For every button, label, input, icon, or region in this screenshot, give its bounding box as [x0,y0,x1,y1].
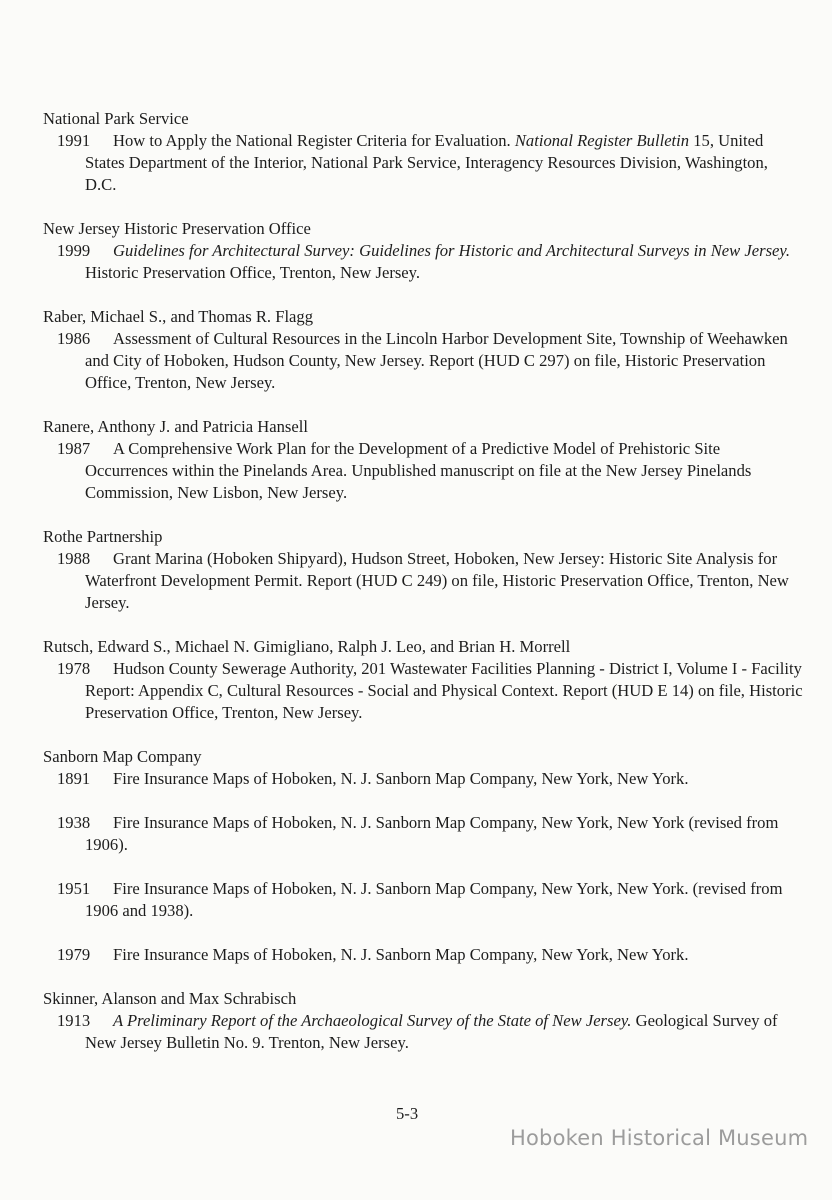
watermark: Hoboken Historical Museum [510,1126,809,1150]
reference-author: Raber, Michael S., and Thomas R. Flagg [43,307,314,326]
reference-author: New Jersey Historic Preservation Office [43,219,311,238]
reference-year: 1987 [57,439,91,458]
reference-work [43,1010,803,1054]
reference-year: 1979 [57,945,91,964]
reference-entry [43,416,803,504]
reference-year: 1991 [57,131,91,150]
reference-work [43,944,803,966]
reference-author: National Park Service [43,109,189,128]
reference-author: Rutsch, Edward S., Michael N. Gimigliano, Ralph J. Leo, and Brian H. Morrell [43,637,571,656]
reference-author: Skinner, Alanson and Max Schrabisch [43,989,297,1008]
reference-text: Fire Insurance Maps of Hoboken, N. J. Sanborn Map Company, New York, New York. [113,945,689,964]
reference-text-after: Historic Preservation Office, Trenton, New Jersey. [85,263,421,282]
reference-entry [43,218,803,284]
reference-text: Fire Insurance Maps of Hoboken, N. J. Sanborn Map Company, New York, New York. (revised from 1906 and 1938). [85,879,783,920]
reference-title-italic: National Register Bulletin [514,131,690,150]
reference-work [43,240,803,284]
reference-work [43,878,803,922]
reference-title-italic: A Preliminary Report of the Archaeological Survey of the State of New Jersey. [113,1011,632,1030]
reference-author: Ranere, Anthony J. and Patricia Hansell [43,417,308,436]
reference-entry [43,108,803,196]
reference-text: Fire Insurance Maps of Hoboken, N. J. Sanborn Map Company, New York, New York. [113,769,689,788]
reference-text: How to Apply the National Register Criteria for Evaluation. [113,131,515,150]
reference-work [43,548,803,614]
reference-entry [43,526,803,614]
reference-year: 1938 [57,813,91,832]
reference-year: 1986 [57,329,91,348]
reference-entry [43,636,803,724]
reference-work [43,812,803,856]
page-number: 5-3 [396,1104,419,1123]
reference-work [43,328,803,394]
reference-text: Fire Insurance Maps of Hoboken, N. J. Sanborn Map Company, New York, New York (revised from 1906). [85,813,779,854]
reference-text: Grant Marina (Hoboken Shipyard), Hudson Street, Hoboken, New Jersey: Historic Site Analysis for Waterfront Development Permit. Report (HUD C 249) on file, Historic Preservation Office, Trenton, New Jersey. [85,549,789,612]
reference-year: 1999 [57,241,91,260]
reference-list [43,108,803,1054]
reference-work [43,768,803,790]
reference-author: Rothe Partnership [43,527,163,546]
reference-work [43,438,803,504]
reference-entry [43,988,803,1054]
reference-text: Assessment of Cultural Resources in the Lincoln Harbor Development Site, Township of Weehawken and City of Hoboken, Hudson County, New Jersey. Report (HUD C 297) on file, Historic Preservation Office, Trenton, New Jersey. [85,329,788,392]
reference-year: 1978 [57,659,91,678]
reference-year: 1951 [57,879,91,898]
reference-title-italic: Guidelines for Architectural Survey: Guidelines for Historic and Architectural Surveys in New Jersey. [113,241,790,260]
reference-year: 1891 [57,769,91,788]
reference-year: 1988 [57,549,91,568]
reference-text: Hudson County Sewerage Authority, 201 Wastewater Facilities Planning - District I, Volume I - Facility Report: Appendix C, Cultural Resources - Social and Physical Context. Report (HUD E 14) on file, Historic Preservation Office, Trenton, New Jersey. [85,659,803,722]
reference-text: A Comprehensive Work Plan for the Development of a Predictive Model of Prehistoric Site Occurrences within the Pinelands Area. Unpublished manuscript on file at the New Jersey Pinelands Commission, New Lisbon, New Jersey. [85,439,752,502]
reference-text-after: 15, United States Department of the Interior, National Park Service, Interagency Resources Division, Washington, D.C. [85,131,768,194]
reference-entry [43,746,803,966]
reference-year: 1913 [57,1011,91,1030]
reference-entry [43,306,803,394]
reference-author: Sanborn Map Company [43,747,202,766]
reference-work [43,130,803,196]
reference-work [43,658,803,724]
reference-text-after: Geological Survey of New Jersey Bulletin No. 9. Trenton, New Jersey. [85,1011,778,1052]
